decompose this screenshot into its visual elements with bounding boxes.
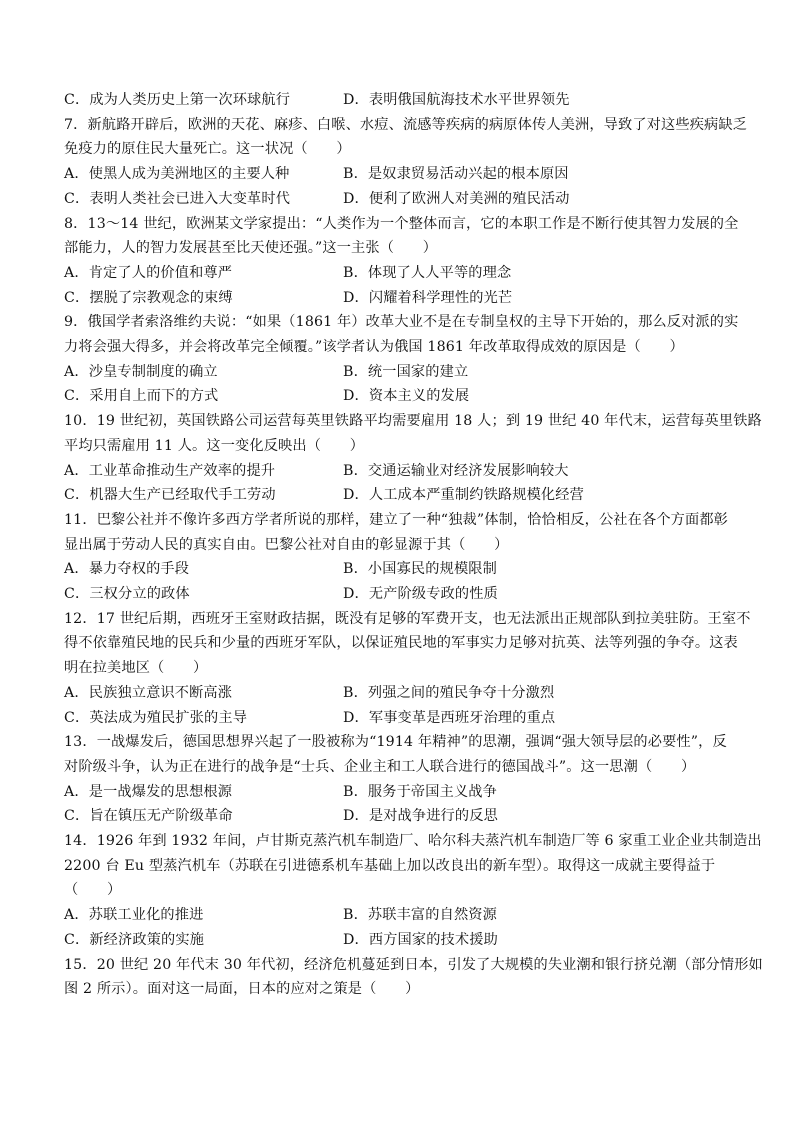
option-c: C．摆脱了宗教观念的束缚 xyxy=(64,289,233,306)
option-c: C．采用自上而下的方式 xyxy=(64,388,219,405)
question-stem-line: 12．17 世纪后期，西班牙王室财政拮据，既没有足够的军费开支，也无法派出正规部队到拉美驻防。王室不 xyxy=(64,610,751,627)
option-b: B．体现了人人平等的理念 xyxy=(343,264,512,281)
question-stem-line: 明在拉美地区（ ） xyxy=(64,660,208,677)
option-b: B．统一国家的建立 xyxy=(343,363,469,380)
option-d: D．西方国家的技术援助 xyxy=(343,931,498,948)
option-a: A．暴力夺权的手段 xyxy=(64,561,190,578)
option-c: C．旨在镇压无产阶级革命 xyxy=(64,808,233,825)
question-stem-line: 部能力，人的智力发展甚至比天使还强。”这一主张（ ） xyxy=(64,240,438,257)
option-a: A．使黑人成为美洲地区的主要人种 xyxy=(64,166,290,183)
option-d: D．是对战争进行的反思 xyxy=(343,808,498,825)
question-stem-line: 14．1926 年到 1932 年间，卢甘斯克蒸汽机车制造厂、哈尔科夫蒸汽机车制造厂等 6 家重工业企业共制造出 xyxy=(64,833,762,849)
option-b: B．列强之间的殖民争夺十分激烈 xyxy=(343,684,555,701)
option-c: C．新经济政策的实施 xyxy=(64,931,205,948)
option-b: B．苏联丰富的自然资源 xyxy=(343,907,497,924)
question-stem-line: 对阶级斗争，认为正在进行的战争是“士兵、企业主和工人联合进行的德国战斗”。这一思潮（ ） xyxy=(64,758,696,775)
question-stem-line: 13．一战爆发后，德国思想界兴起了一股被称为“1914 年精神”的思潮，强调“强大领导层的必要性”，反 xyxy=(64,734,727,751)
question-stem-line: 图 2 所示）。面对这一局面，日本的应对之策是（ ） xyxy=(64,981,420,998)
question-stem-line: 7．新航路开辟后，欧洲的天花、麻疹、白喉、水痘、流感等疾病的病原体传人美洲，导致了对这些疾病缺乏 xyxy=(64,116,748,133)
question-stem-line: 9．俄国学者索洛维约夫说：“如果（1861 年）改革大业不是在专制皇权的主导下开始的，那么反对派的实 xyxy=(64,314,739,331)
question-stem-line: 10．19 世纪初，英国铁路公司运营每英里铁路平均需要雇用 18 人；到 19 世纪 40 年代末，运营每英里铁路 xyxy=(64,413,762,430)
question-stem-line: 力将会强大得多，并会将改革完全倾覆。”该学者认为俄国 1861 年改革取得成效的原因是（ ） xyxy=(64,339,684,355)
option-d: D．闪耀着科学理性的光芒 xyxy=(343,289,513,306)
option-d: D．军事变革是西班牙治理的重点 xyxy=(343,709,556,726)
option-c: C．表明人类社会已进入大变革时代 xyxy=(64,190,291,207)
option-d: D．人工成本严重制约铁路规模化经营 xyxy=(343,487,584,504)
option-c: C．成为人类历史上第一次环球航行 xyxy=(64,92,291,108)
option-c: C．三权分立的政体 xyxy=(64,586,190,602)
option-a: A．工业革命推动生产效率的提升 xyxy=(64,462,276,479)
question-stem-line: 15．20 世纪 20 年代末 30 年代初，经济危机蔓延到日本，引发了大规模的失业潮和银行挤兑潮（部分情形如 xyxy=(64,956,763,973)
option-b: B．服务于帝国主义战争 xyxy=(343,783,497,800)
option-d: D．表明俄国航海技术水平世界领先 xyxy=(343,92,570,108)
question-stem-line: 得不依靠殖民地的民兵和少量的西班牙军队，以保证殖民地的军事实力足够对抗英、法等列强的争夺。这表 xyxy=(64,635,738,652)
question-stem-line: 11．巴黎公社并不像许多西方学者所说的那样，建立了一种“独裁”体制，恰恰相反，公社在各个方面都彰 xyxy=(64,511,729,528)
question-stem-line: （ ） xyxy=(64,882,122,899)
option-d: D．便利了欧洲人对美洲的殖民活动 xyxy=(343,190,570,207)
option-c: C．英法成为殖民扩张的主导 xyxy=(64,709,248,726)
option-b: B．交通运输业对经济发展影响较大 xyxy=(343,462,569,479)
question-stem-line: 免疫力的原住民大量死亡。这一状况（ ） xyxy=(64,141,351,158)
option-d: D．无产阶级专政的性质 xyxy=(343,586,498,602)
option-b: B．是奴隶贸易活动兴起的根本原因 xyxy=(343,166,569,183)
option-a: A．苏联工业化的推进 xyxy=(64,907,204,924)
option-b: B．小国寡民的规模限制 xyxy=(343,561,497,578)
question-stem-line: 8．13～14 世纪，欧洲某文学家提出：“人类作为一个整体而言，它的本职工作是不断行使其智力发展的全 xyxy=(64,215,739,232)
option-d: D．资本主义的发展 xyxy=(343,388,470,405)
option-a: A．沙皇专制制度的确立 xyxy=(64,363,218,380)
question-stem-line: 显出属于劳动人民的真实自由。巴黎公社对自由的彰显源于其（ ） xyxy=(64,536,509,553)
option-a: A．民族独立意识不断高涨 xyxy=(64,684,233,701)
option-a: A．是一战爆发的思想根源 xyxy=(64,783,233,800)
question-stem-line: 平均只需雇用 11 人。这一变化反映出（ ） xyxy=(64,437,365,454)
question-stem-line: 2200 台 Eu 型蒸汽机车（苏联在引进德系机车基础上加以改良出的新车型）。取得这一成就主要得益于 xyxy=(64,857,716,874)
option-a: A．肯定了人的价值和尊严 xyxy=(64,264,233,281)
option-c: C．机器大生产已经取代手工劳动 xyxy=(64,487,276,504)
